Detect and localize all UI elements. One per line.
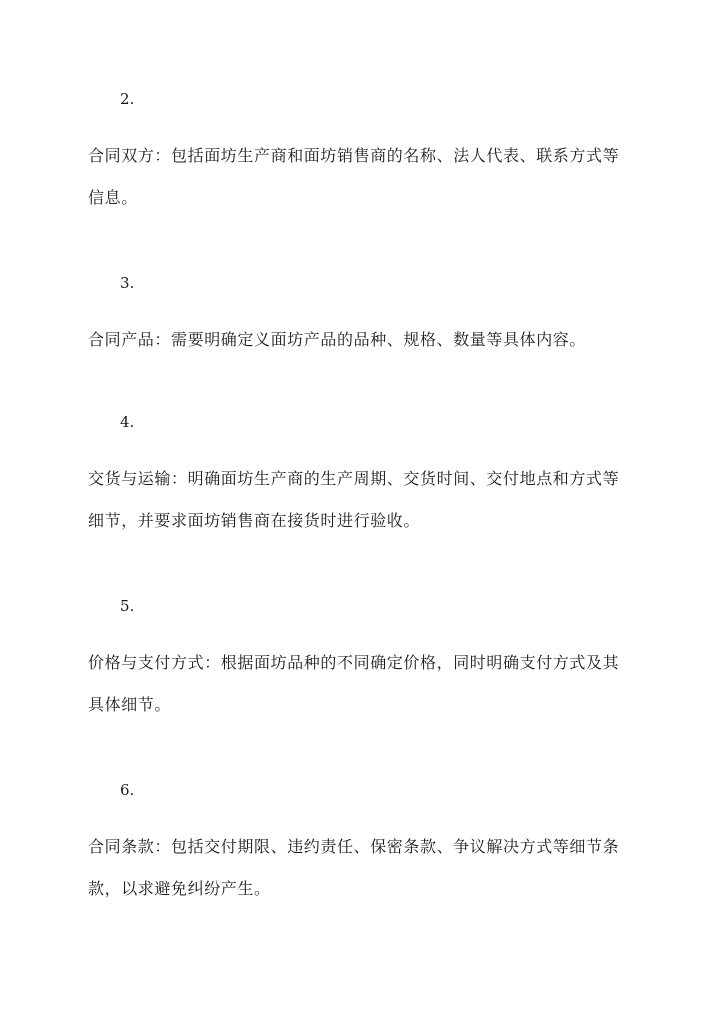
list-item (88, 596, 648, 726)
paragraph-line: 合同条款：包括交付期限、违约责任、保密条款、争议解决方式等细节条 (88, 837, 620, 856)
item-number: 4. (120, 413, 135, 431)
paragraph-line: 价格与支付方式：根据面坊品种的不同确定价格，同时明确支付方式及其 (88, 653, 620, 672)
item-paragraph (88, 458, 648, 542)
item-number: 2. (120, 90, 135, 108)
paragraph-line: 信息。 (88, 188, 138, 207)
paragraph-line: 具体细节。 (88, 695, 172, 714)
item-number: 6. (120, 781, 135, 799)
list-item (88, 273, 648, 361)
item-paragraph (88, 135, 648, 219)
paragraph-line: 款，以求避免纠纷产生。 (88, 879, 271, 898)
item-paragraph (88, 826, 648, 910)
list-item (88, 412, 648, 542)
item-paragraph (88, 642, 648, 726)
item-number: 5. (120, 597, 135, 615)
list-item (88, 89, 648, 219)
item-number: 3. (120, 274, 135, 292)
paragraph-line: 合同双方：包括面坊生产商和面坊销售商的名称、法人代表、联系方式等 (88, 146, 620, 165)
paragraph-line: 交货与运输：明确面坊生产商的生产周期、交货时间、交付地点和方式等 (88, 469, 620, 488)
paragraph-line: 合同产品：需要明确定义面坊产品的品种、规格、数量等具体内容。 (88, 330, 587, 349)
list-item (88, 780, 648, 910)
item-paragraph (88, 319, 648, 361)
paragraph-line: 细节，并要求面坊销售商在接货时进行验收。 (88, 511, 421, 530)
